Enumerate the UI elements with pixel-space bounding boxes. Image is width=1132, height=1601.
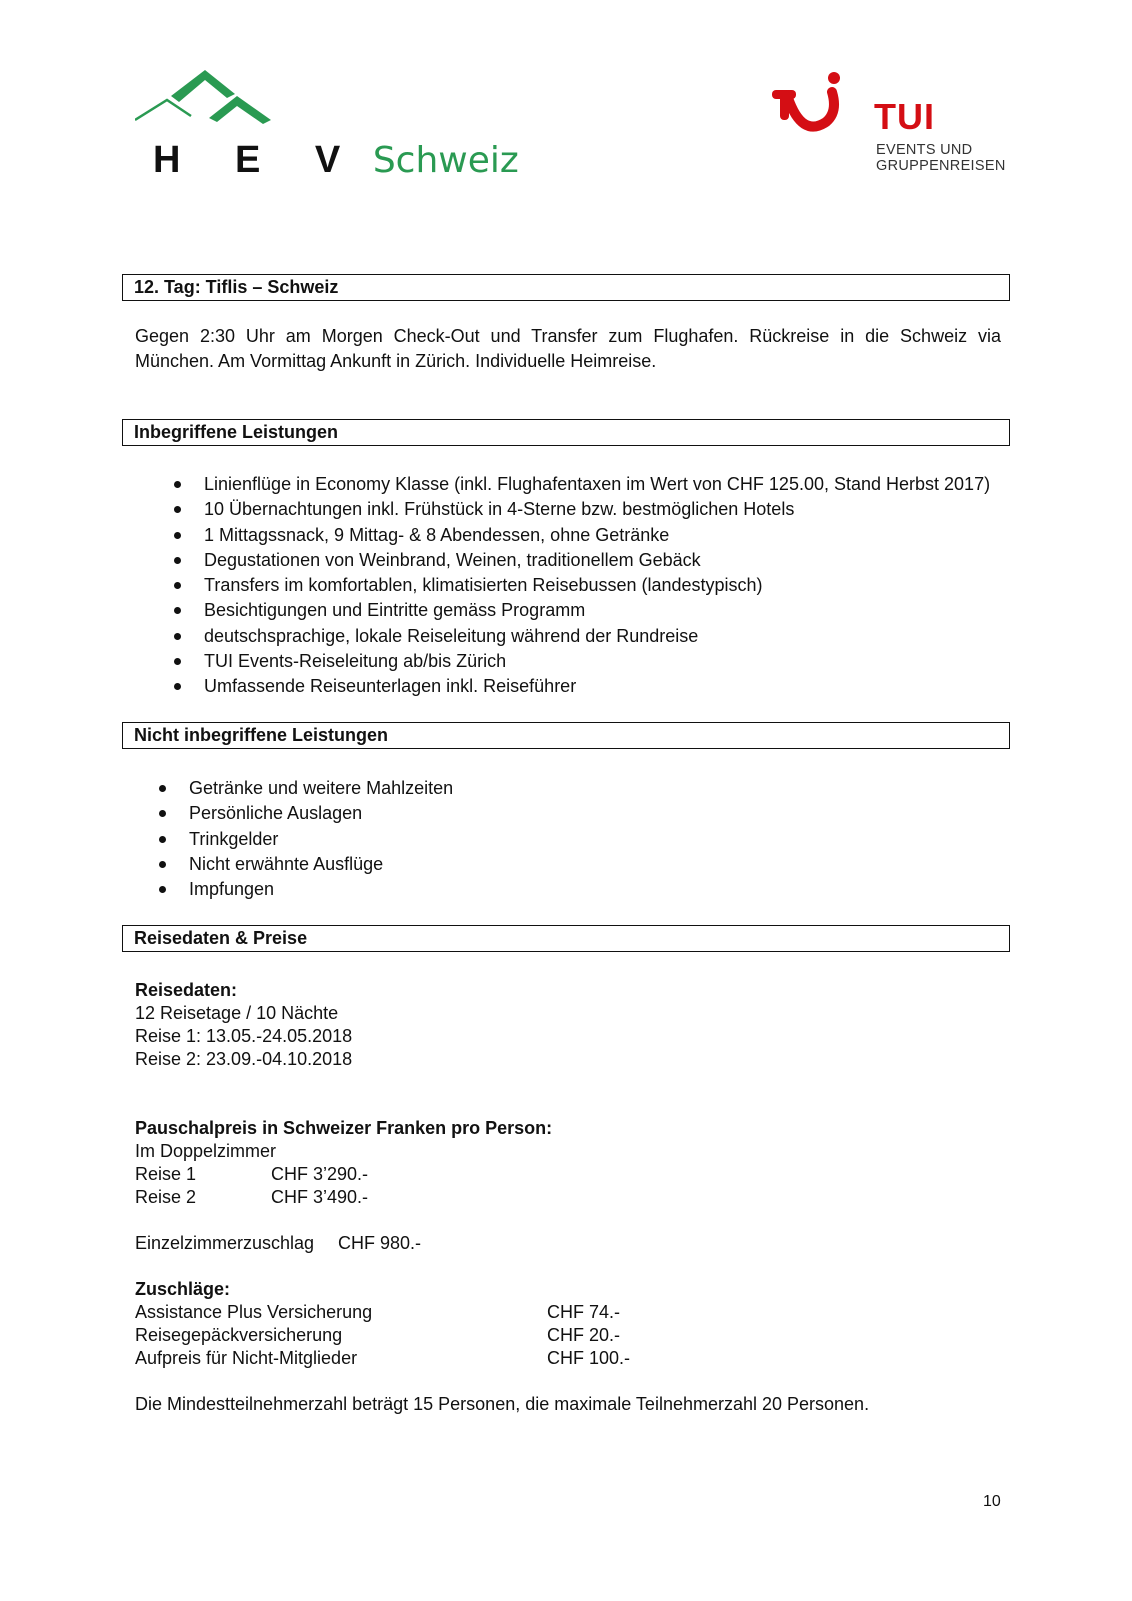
list-item: Persönliche Auslagen xyxy=(189,801,453,826)
day12-heading: 12. Tag: Tiflis – Schweiz xyxy=(122,274,1010,301)
dates-line: Reise 1: 13.05.-24.05.2018 xyxy=(135,1026,353,1046)
included-heading: Inbegriffene Leistungen xyxy=(122,419,1010,446)
tui-smile-icon xyxy=(772,72,872,152)
included-list xyxy=(204,472,990,700)
hev-word: Schweiz xyxy=(372,140,519,181)
excluded-heading: Nicht inbegriffene Leistungen xyxy=(122,722,1010,749)
price-label: Pauschalpreis in Schweizer Franken pro Person: xyxy=(135,1118,553,1138)
single-label: Einzelzimmerzuschlag xyxy=(135,1233,315,1253)
list-item: Umfassende Reiseunterlagen inkl. Reiseführer xyxy=(204,674,990,699)
day12-text: Gegen 2:30 Uhr am Morgen Check-Out und Transfer zum Flughafen. Rückreise in die Schweiz via München. Am Vormittag Ankunft in Zürich. Individuelle Heimreise. xyxy=(135,326,1001,371)
surcharge-row-value: CHF 100.- xyxy=(547,1348,631,1368)
price-row-label: Reise 2 xyxy=(135,1187,197,1207)
list-item: Transfers im komfortablen, klimatisierten Reisebussen (landestypisch) xyxy=(204,573,990,598)
room-type: Im Doppelzimmer xyxy=(135,1141,277,1161)
tui-subtitle xyxy=(876,142,1006,174)
single-value: CHF 980.- xyxy=(338,1233,422,1253)
page-number: 10 xyxy=(983,1493,1001,1510)
surcharge-label: Zuschläge: xyxy=(135,1279,231,1299)
dates-line: 12 Reisetage / 10 Nächte xyxy=(135,1003,339,1023)
surcharge-row-value: CHF 74.- xyxy=(547,1302,621,1322)
list-item: Degustationen von Weinbrand, Weinen, traditionellem Gebäck xyxy=(204,548,990,573)
surcharge-row-label: Aufpreis für Nicht-Mitglieder xyxy=(135,1348,358,1368)
tui-logo xyxy=(772,72,1012,182)
price-row-label: Reise 1 xyxy=(135,1164,197,1184)
list-item: Getränke und weitere Mahlzeiten xyxy=(189,776,453,801)
surcharge-row-label: Reisegepäckversicherung xyxy=(135,1325,343,1345)
list-item: 1 Mittagssnack, 9 Mittag- & 8 Abendessen, ohne Getränke xyxy=(204,523,990,548)
list-item: Trinkgelder xyxy=(189,827,453,852)
participants-note: Die Mindestteilnehmerzahl beträgt 15 Personen, die maximale Teilnehmerzahl 20 Personen. xyxy=(135,1394,870,1414)
hev-logo-text xyxy=(153,140,519,181)
excluded-list xyxy=(189,776,453,902)
tui-word: TUI xyxy=(874,96,935,137)
dates-prices-heading: Reisedaten & Preise xyxy=(122,925,1010,952)
hev-schweiz-logo xyxy=(135,68,519,186)
list-item: Impfungen xyxy=(189,877,453,902)
list-item: TUI Events-Reiseleitung ab/bis Zürich xyxy=(204,649,990,674)
list-item: deutschsprachige, lokale Reiseleitung während der Rundreise xyxy=(204,624,990,649)
tui-sub-line-1: EVENTS UND xyxy=(876,142,973,158)
price-row-value: CHF 3’490.- xyxy=(271,1187,369,1207)
surcharge-row-label: Assistance Plus Versicherung xyxy=(135,1302,373,1322)
dates-line: Reise 2: 23.09.-04.10.2018 xyxy=(135,1049,353,1069)
list-item: Linienflüge in Economy Klasse (inkl. Flughafentaxen im Wert von CHF 125.00, Stand Herbst 2017) xyxy=(204,472,990,497)
price-row-value: CHF 3’290.- xyxy=(271,1164,369,1184)
list-item: Besichtigungen und Eintritte gemäss Programm xyxy=(204,598,990,623)
list-item: Nicht erwähnte Ausflüge xyxy=(189,852,453,877)
tui-sub-line-2: GRUPPENREISEN xyxy=(876,158,1006,174)
list-item: 10 Übernachtungen inkl. Frühstück in 4-Sterne bzw. bestmöglichen Hotels xyxy=(204,497,990,522)
surcharge-row-value: CHF 20.- xyxy=(547,1325,621,1345)
hev-letters: H E V xyxy=(153,139,363,181)
dates-label: Reisedaten: xyxy=(135,980,238,1000)
hev-roof-icon xyxy=(135,68,405,138)
